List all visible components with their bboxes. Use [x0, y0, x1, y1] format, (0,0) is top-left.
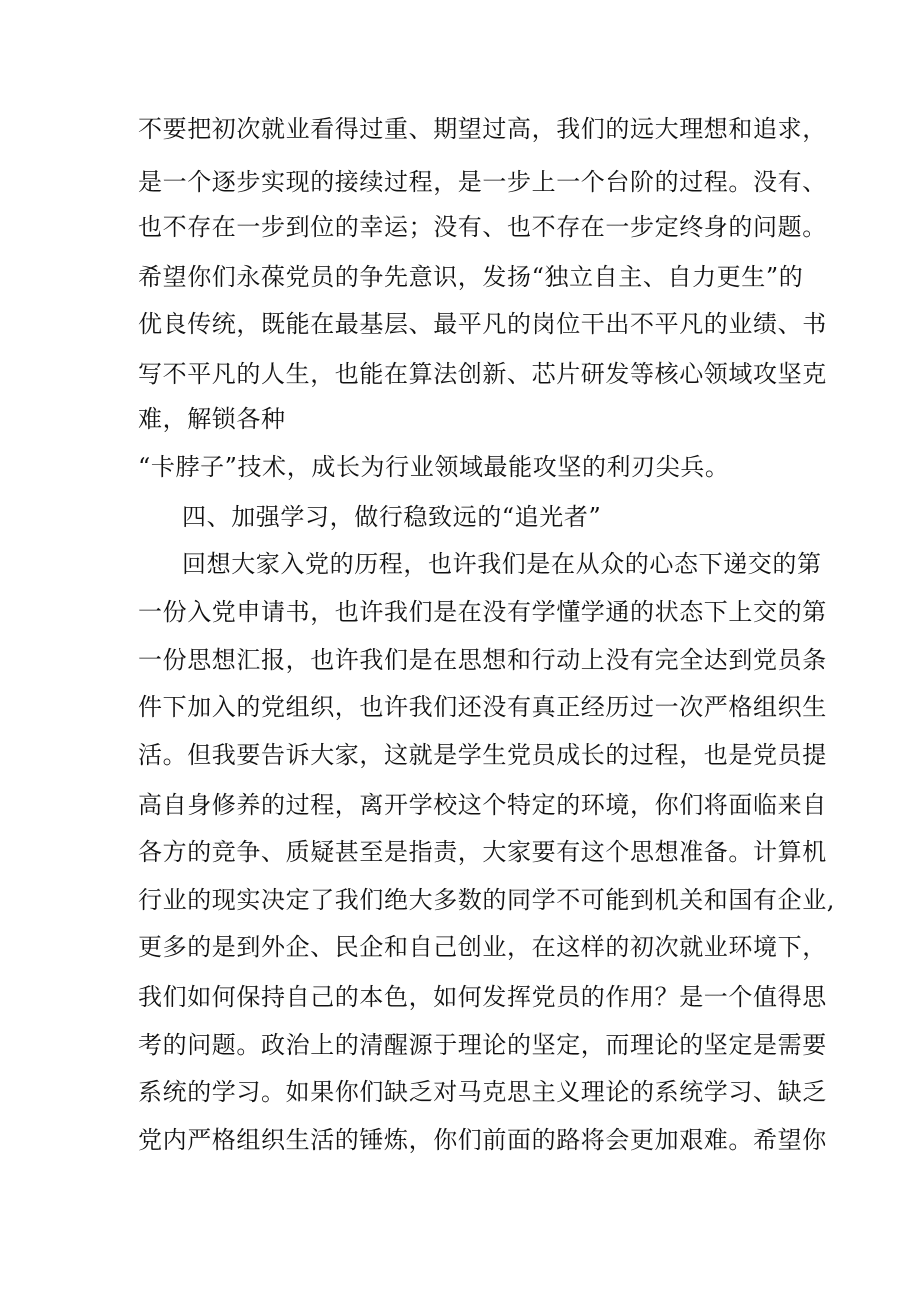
paragraph-2-line-10: 我们如何保持自己的本色，如何发挥党员的作用？是一个值得思 — [138, 983, 827, 1011]
paragraph-2-line-6: 高自身修养的过程，离开学校这个特定的环境，你们将面临来自 — [138, 791, 827, 819]
paragraph-1-line-5: 优良传统，既能在最基层、最平凡的岗位干出不平凡的业绩、书 — [138, 310, 827, 338]
paragraph-2-line-2: 一份入党申请书，也许我们是在没有学懂学通的状态下上交的第 — [138, 598, 827, 626]
paragraph-1-line-7: 难，解锁各种 — [138, 405, 286, 433]
paragraph-2-line-5: 活。但我要告诉大家，这就是学生党员成长的过程，也是党员提 — [138, 741, 827, 769]
paragraph-2-line-13: 党内严格组织生活的锤炼，你们前面的路将会更加艰难。希望你 — [138, 1126, 827, 1154]
paragraph-1-line-6: 写不平凡的人生，也能在算法创新、芯片研发等核心领域攻坚克 — [138, 360, 827, 388]
paragraph-2-line-11: 考的问题。政治上的清醒源于理论的坚定，而理论的坚定是需要 — [138, 1031, 827, 1059]
paragraph-2-line-12: 系统的学习。如果你们缺乏对马克思主义理论的系统学习、缺乏 — [138, 1078, 827, 1106]
paragraph-2-line-9: 更多的是到外企、民企和自己创业，在这样的初次就业环境下， — [138, 933, 827, 961]
paragraph-1-line-1: 不要把初次就业看得过重、期望过高，我们的远大理想和追求， — [138, 115, 827, 143]
paragraph-2-line-8: 行业的现实决定了我们绝大多数的同学不可能到机关和国有企业, — [138, 886, 836, 914]
paragraph-1-line-2: 是一个逐步实现的接续过程，是一步上一个台阶的过程。没有、 — [138, 168, 827, 196]
paragraph-1-line-3: 也不存在一步到位的幸运；没有、也不存在一步定终身的问题。 — [138, 213, 827, 241]
paragraph-1-line-8: “卡脖子”技术，成长为行业领域最能攻坚的利刃尖兵。 — [138, 453, 730, 481]
section-heading: 四、加强学习，做行稳致远的“追光者” — [182, 503, 602, 531]
paragraph-2-line-4: 件下加入的党组织，也许我们还没有真正经历过一次严格组织生 — [138, 693, 827, 721]
paragraph-2-line-7: 各方的竞争、质疑甚至是指责，大家要有这个思想准备。计算机 — [138, 838, 827, 866]
paragraph-1-line-4: 希望你们永葆党员的争先意识，发扬“独立自主、自力更生”的 — [138, 263, 804, 291]
paragraph-2-line-1: 回想大家入党的历程，也许我们是在从众的心态下递交的第 — [182, 550, 822, 578]
paragraph-2-line-3: 一份思想汇报，也许我们是在思想和行动上没有完全达到党员条 — [138, 646, 827, 674]
